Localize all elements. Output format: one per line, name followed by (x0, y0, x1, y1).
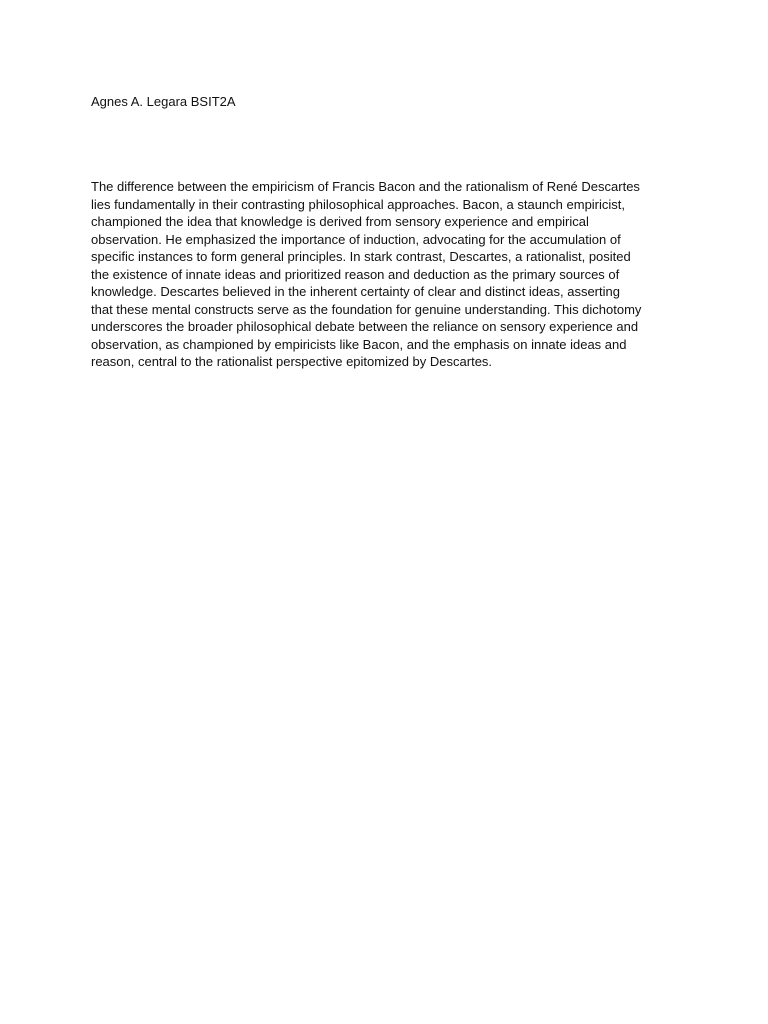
paragraph-line: knowledge. Descartes believed in the inherent certainty of clear and distinct ideas, asserting (91, 284, 620, 299)
paragraph-line: The difference between the empiricism of Francis Bacon and the rationalism of René Descartes (91, 179, 640, 194)
paragraph-line: championed the idea that knowledge is derived from sensory experience and empirical (91, 214, 589, 229)
paragraph-line: observation, as championed by empiricists like Bacon, and the emphasis on innate ideas and (91, 336, 627, 352)
paragraph-line: observation. He emphasized the importance of induction, advocating for the accumulation of (91, 231, 621, 247)
paragraph-line: reason, central to the rationalist perspective epitomized by Descartes. (91, 354, 493, 369)
essay-paragraph (91, 178, 691, 371)
paragraph-line: that these mental constructs serve as the foundation for genuine understanding. This dichotomy (91, 301, 642, 317)
paragraph-line: lies fundamentally in their contrasting philosophical approaches. Bacon, a staunch empiricist, (91, 196, 626, 212)
author-line: Agnes A. Legara BSIT2A (91, 94, 236, 109)
paragraph-line: specific instances to form general principles. In stark contrast, Descartes, a rationalist, posited (91, 249, 631, 264)
paragraph-line: underscores the broader philosophical debate between the reliance on sensory experience and (91, 319, 639, 334)
paragraph-line: the existence of innate ideas and prioritized reason and deduction as the primary sources of (91, 266, 620, 282)
